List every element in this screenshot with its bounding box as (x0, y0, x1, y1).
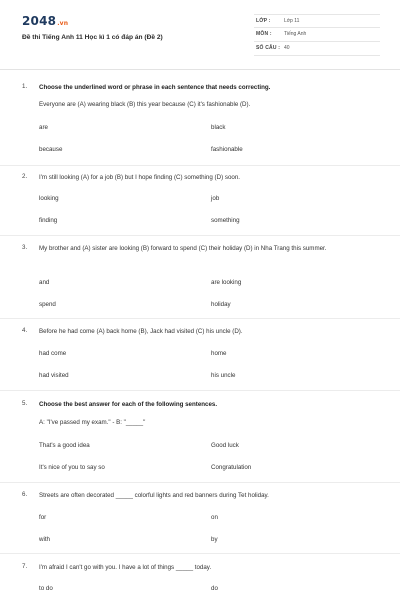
option-c[interactable]: finding (39, 217, 58, 224)
option-d[interactable]: holiday (211, 301, 231, 308)
option-d[interactable]: Congratulation (211, 464, 252, 471)
question-divider (0, 553, 400, 554)
option-b[interactable]: job (211, 195, 220, 202)
option-a[interactable]: for (39, 514, 47, 521)
option-a[interactable]: looking (39, 195, 59, 202)
question-divider (0, 482, 400, 483)
exam-header (0, 0, 400, 66)
option-b[interactable]: do (211, 585, 218, 592)
option-d[interactable]: something (211, 217, 240, 224)
option-c[interactable]: It's nice of you to say so (39, 464, 105, 471)
question-text: I'm afraid I can't go with you. I have a lot of things _____ today. (39, 564, 212, 571)
header-divider (0, 69, 400, 70)
question-number: 5. (22, 400, 28, 407)
meta-value: 40 (284, 45, 290, 51)
question-text: Choose the best answer for each of the following sentences. (39, 401, 218, 408)
question-divider (0, 165, 400, 166)
meta-value: Lớp 11 (284, 18, 300, 24)
meta-label: SỐ CÂU : (256, 45, 281, 51)
question-number: 1. (22, 83, 28, 90)
meta-row-subject (254, 28, 380, 42)
exam-title: Đề thi Tiếng Anh 11 Học kì 1 có đáp án (Đề 2) (22, 34, 163, 41)
question-number: 7. (22, 563, 28, 570)
question-number: 6. (22, 491, 28, 498)
question-text: I'm still looking (A) for a job (B) but I hope finding (C) something (D) soon. (39, 174, 240, 181)
option-d[interactable]: his uncle (211, 372, 236, 379)
question-text: Streets are often decorated _____ colorful lights and red banners during Tet holiday. (39, 492, 269, 499)
option-b[interactable]: on (211, 514, 218, 521)
meta-value: Tiếng Anh (284, 31, 307, 37)
site-logo[interactable] (22, 14, 68, 28)
question-text: Choose the underlined word or phrase in each sentence that needs correcting. (39, 84, 271, 91)
option-d[interactable]: fashionable (211, 146, 243, 153)
meta-row-class (254, 14, 380, 28)
exam-meta (254, 14, 380, 56)
question-number: 3. (22, 244, 28, 251)
meta-row-count (254, 42, 380, 56)
question-divider (0, 390, 400, 391)
option-a[interactable]: are (39, 124, 48, 131)
option-b[interactable]: Good luck (211, 442, 239, 449)
option-a[interactable]: had come (39, 350, 67, 357)
option-a[interactable]: and (39, 279, 50, 286)
option-d[interactable]: by (211, 536, 218, 543)
option-b[interactable]: black (211, 124, 226, 131)
option-a[interactable]: That's a good idea (39, 442, 90, 449)
question-sentence: Everyone are (A) wearing black (B) this year because (C) it's fashionable (D). (39, 101, 251, 108)
option-c[interactable]: had visited (39, 372, 69, 379)
logo-domain: .vn (57, 20, 69, 27)
question-text: My brother and (A) sister are looking (B) forward to spend (C) their holiday (D) in Nha Trang this summer. (39, 245, 327, 252)
meta-label: LỚP : (256, 18, 271, 24)
meta-label: MÔN : (256, 31, 272, 37)
option-c[interactable]: because (39, 146, 63, 153)
option-c[interactable]: spend (39, 301, 56, 308)
question-divider (0, 235, 400, 236)
question-number: 4. (22, 327, 28, 334)
question-number: 2. (22, 173, 28, 180)
question-sentence: A: "I've passed my exam." - B: "_____" (39, 419, 146, 426)
question-divider (0, 318, 400, 319)
option-b[interactable]: home (211, 350, 227, 357)
option-a[interactable]: to do (39, 585, 53, 592)
question-text: Before he had come (A) back home (B), Jack had visited (C) his uncle (D). (39, 328, 243, 335)
option-b[interactable]: are looking (211, 279, 242, 286)
logo-number: 2048 (22, 14, 57, 28)
option-c[interactable]: with (39, 536, 51, 543)
